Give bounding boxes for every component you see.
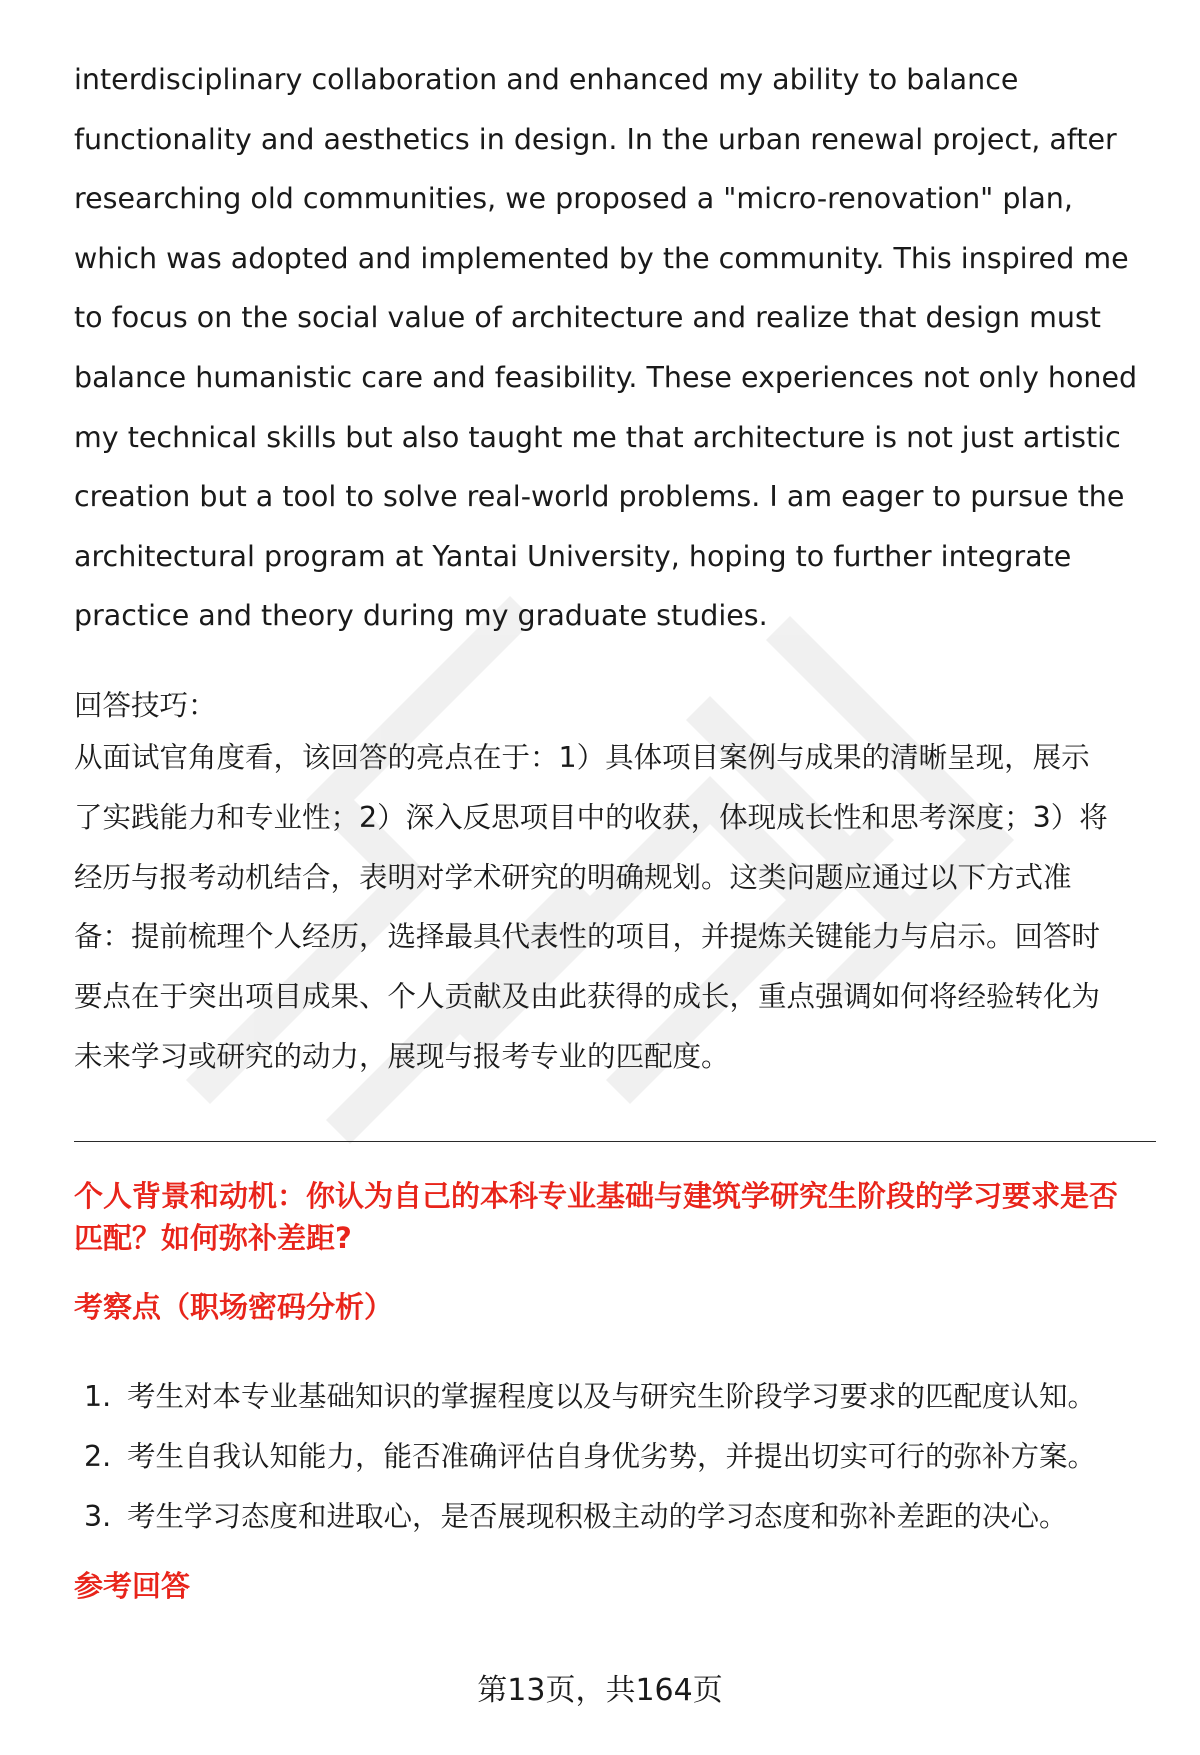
focus-heading: 考察点（职场密码分析） <box>74 1290 394 1324</box>
answer-line: creation but a tool to solve real-world problems. I am eager to pursue the <box>74 480 1125 514</box>
list-item <box>84 1487 1096 1547</box>
answer-line: which was adopted and implemented by the community. This inspired me <box>74 241 1129 275</box>
tips-line: 备：提前梳理个人经历，选择最具代表性的项目，并提炼关键能力与启示。回答时 <box>74 920 1101 954</box>
question-line: 个人背景和动机：你认为自己的本科专业基础与建筑学研究生阶段的学习要求是否 <box>74 1179 1119 1213</box>
answer-line: architectural program at Yantai University, hoping to further integrate <box>74 539 1072 573</box>
tips-line: 要点在于突出项目成果、个人贡献及由此获得的成长，重点强调如何将经验转化为 <box>74 980 1101 1014</box>
content-area <box>74 50 1156 1087</box>
tips-line: 经历与报考动机结合，表明对学术研究的明确规划。这类问题应通过以下方式准 <box>74 860 1072 894</box>
tips-paragraph <box>74 728 1156 1087</box>
tips-title: 回答技巧： <box>74 688 217 722</box>
list-number: 3. <box>84 1500 112 1533</box>
list-text: 考生学习态度和进取心，是否展现积极主动的学习态度和弥补差距的决心。 <box>127 1500 1068 1533</box>
answer-line: practice and theory during my graduate studies. <box>74 599 768 633</box>
list-text: 考生自我认知能力，能否准确评估自身优劣势，并提出切实可行的弥补方案。 <box>127 1440 1097 1473</box>
list-item <box>84 1427 1096 1487</box>
section-divider <box>74 1141 1156 1142</box>
answer-line: balance humanistic care and feasibility. These experiences not only honed <box>74 360 1138 394</box>
tips-line: 了实践能力和专业性；2）深入反思项目中的收获，体现成长性和思考深度；3）将 <box>74 800 1108 834</box>
list-number: 2. <box>84 1440 112 1473</box>
list-text: 考生对本专业基础知识的掌握程度以及与研究生阶段学习要求的匹配度认知。 <box>127 1380 1097 1413</box>
tips-line: 未来学习或研究的动力，展现与报考专业的匹配度。 <box>74 1039 730 1073</box>
list-number: 1. <box>84 1380 112 1413</box>
focus-points-list <box>84 1367 1096 1547</box>
question-line: 匹配？如何弥补差距? <box>74 1221 352 1255</box>
answer-paragraph <box>74 50 1156 646</box>
list-item <box>84 1367 1096 1427</box>
answer-line: functionality and aesthetics in design. In the urban renewal project, after <box>74 122 1117 156</box>
question-heading <box>74 1175 1164 1259</box>
answer-line: to focus on the social value of architecture and realize that design must <box>74 301 1101 335</box>
reference-answer-heading: 参考回答 <box>74 1569 191 1603</box>
tips-line: 从面试官角度看，该回答的亮点在于：1）具体项目案例与成果的清晰呈现，展示 <box>74 740 1090 774</box>
answer-line: my technical skills but also taught me that architecture is not just artistic <box>74 420 1121 454</box>
answer-line: researching old communities, we proposed a "micro-renovation" plan, <box>74 182 1073 216</box>
answer-line: interdisciplinary collaboration and enhanced my ability to balance <box>74 63 1019 96</box>
page-number-footer: 第13页，共164页 <box>477 1673 723 1708</box>
